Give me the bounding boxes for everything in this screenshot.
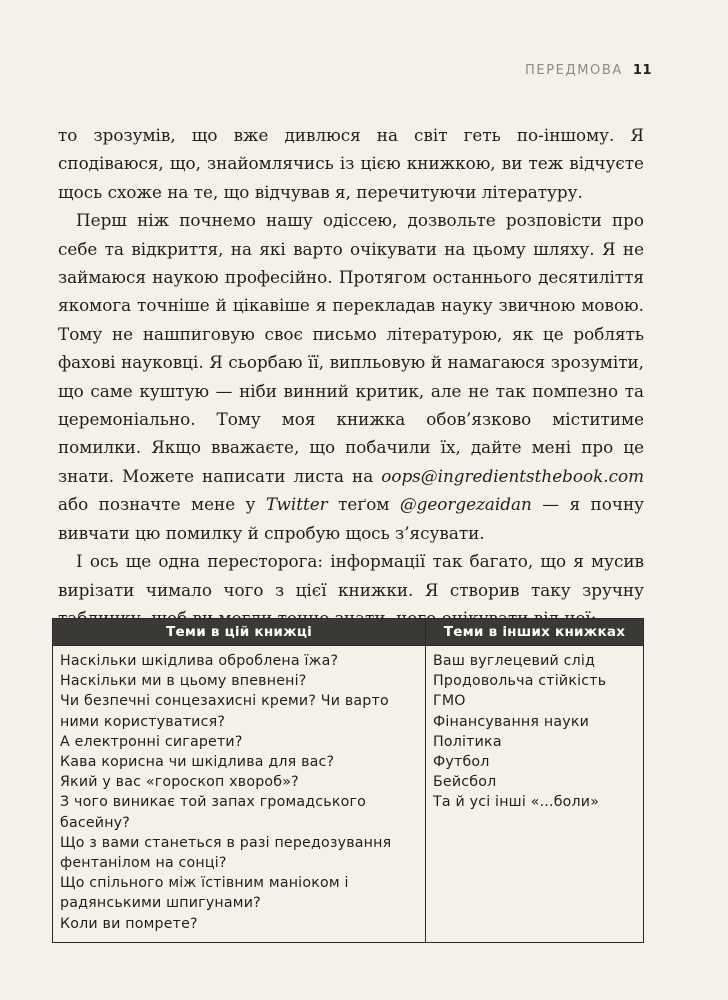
paragraph-2-text-b: або позначте мене у <box>58 494 266 515</box>
list-item: А електронні сигарети? <box>60 733 243 750</box>
list-item: Бейсбол <box>433 774 497 791</box>
topics-table <box>52 618 644 943</box>
twitter-name: Twitter <box>265 494 328 515</box>
col1-header: Теми в цій книжці <box>53 619 426 646</box>
paragraph-2 <box>58 206 644 547</box>
paragraph-1: то зрозумів, що вже дивлюся на світ геть по-іншому. Я сподіваюся, що, знайомлячись із цією книжкою, ви теж відчуєте щось схоже на те, що відчував я, перечитуючи літературу. <box>58 125 644 202</box>
table-row <box>53 646 644 943</box>
list-item: ГМО <box>433 693 466 710</box>
page-number: 11 <box>632 63 652 78</box>
running-header <box>525 63 652 78</box>
list-item: Продовольча стійкість <box>433 673 607 690</box>
paragraph-2-text-d: — я почну вивчати цю помилку й спробую щось з’ясувати. <box>58 494 644 543</box>
list-item: Фінансування науки <box>433 713 590 730</box>
list-item: Що з вами станеться в разі передозування фентанілом на сонці? <box>60 834 392 872</box>
list-item: Що спільного між їстівним маніоком і радянськими шпигунами? <box>60 875 349 912</box>
col2-cell <box>426 646 644 943</box>
list-item: Чи безпечні сонцезахисні креми? Чи варто ними користуватися? <box>60 693 389 730</box>
col1-cell <box>53 646 426 943</box>
paragraph-2-text-c: теґом <box>327 494 400 515</box>
list-item: Футбол <box>433 754 490 771</box>
section-title: ПЕРЕДМОВА <box>525 63 623 78</box>
list-item: Ваш вуглецевий слід <box>433 653 596 669</box>
paragraph-3: І ось ще одна пересторога: інформації так багато, що я мусив вирізати чимало чого з цієї книжки. Я створив таку зручну <box>58 551 644 600</box>
body-text <box>58 121 644 632</box>
list-item: Та й усі інші «...боли» <box>433 794 600 811</box>
list-item: Який у вас «гороскоп хвороб»? <box>60 774 299 791</box>
list-item: Наскільки ми в цьому впевнені? <box>60 673 307 690</box>
email-address: oops@ingredientsthebook.com <box>381 465 644 486</box>
col2-header: Теми в інших книжках <box>426 619 644 646</box>
twitter-handle: @georgezaidan <box>399 494 532 515</box>
paragraph-2-text-a: Перш ніж почнемо нашу одіссею, дозвольте розповісти про себе та відкриття, на які варто очікувати на цьому шляху. Я не займаюся наукою професійно. Протягом останнього десятиліття якомога точніше й цікавіше я перекладав науку звичною мовою. Тому не нашпиговую своє письмо літературою, як це роблять фахові науковці. Я сьорбаю її, випльовую й намагаюся зрозуміти, що саме куштую — ніби винний критик, але не так помпезно та церемоніально. Тому моя книжка обов’язково міститиме помилки. Якщо вважаєте, що побачили їх, дайте мені про це знати. Можете написати листа на <box>58 210 644 486</box>
list-item: Кава корисна чи шкідлива для вас? <box>60 754 335 771</box>
list-item: Політика <box>433 733 502 750</box>
list-item: Коли ви помрете? <box>60 915 198 932</box>
table-header-row <box>53 619 644 646</box>
list-item: Наскільки шкідлива оброблена їжа? <box>60 653 339 669</box>
list-item: З чого виникає той запах громадського басейну? <box>60 794 367 831</box>
